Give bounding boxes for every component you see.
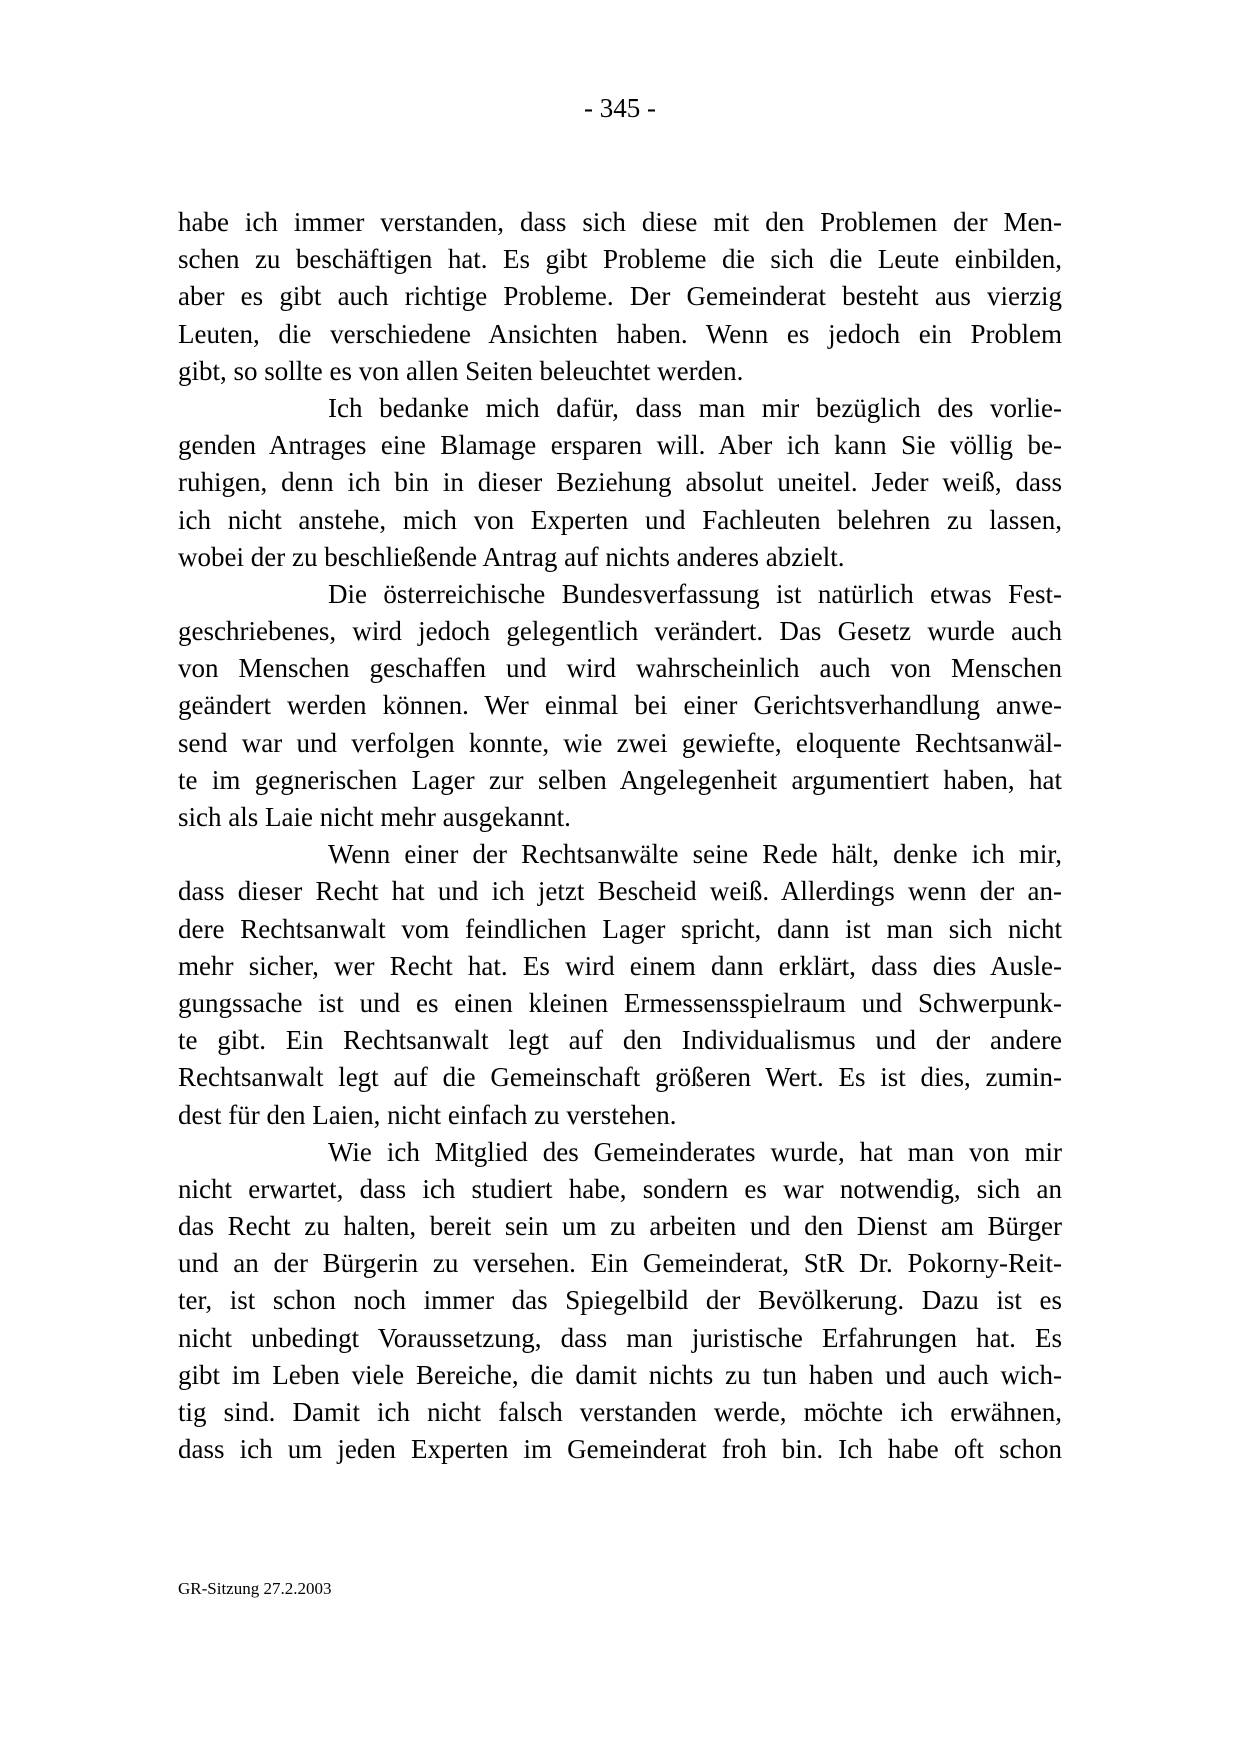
text-line: dass ich um jeden Experten im Gemeinderat froh bin. Ich habe oft schon <box>178 1434 1062 1465</box>
text-line: genden Antrages eine Blamage ersparen will. Aber ich kann Sie völlig be- <box>178 430 1062 461</box>
text-line: geschriebenes, wird jedoch gelegentlich verändert. Das Gesetz wurde auch <box>178 616 1062 647</box>
text-line: von Menschen geschaffen und wird wahrscheinlich auch von Menschen <box>178 653 1062 684</box>
text-line: te im gegnerischen Lager zur selben Angelegenheit argumentiert haben, hat <box>178 764 1062 795</box>
text-line: Wie ich Mitglied des Gemeinderates wurde, hat man von mir <box>328 1136 1062 1167</box>
text-line: Ich bedanke mich dafür, dass man mir bezüglich des vorlie- <box>328 392 1062 423</box>
text-line: dest für den Laien, nicht einfach zu verstehen. <box>178 1099 677 1130</box>
text-line: send war und verfolgen konnte, wie zwei gewiefte, eloquente Rechtsanwäl- <box>178 727 1062 758</box>
text-line: mehr sicher, wer Recht hat. Es wird einem dann erklärt, dass dies Ausle- <box>178 950 1062 981</box>
text-line: dere Rechtsanwalt vom feindlichen Lager spricht, dann ist man sich nicht <box>178 913 1062 944</box>
text-line: schen zu beschäftigen hat. Es gibt Probleme die sich die Leute einbilden, <box>178 244 1062 275</box>
text-line: gungssache ist und es einen kleinen Ermessensspielraum und Schwerpunk- <box>178 987 1062 1018</box>
text-line: ter, ist schon noch immer das Spiegelbild der Bevölkerung. Dazu ist es <box>178 1285 1062 1316</box>
text-line: Die österreichische Bundesverfassung ist natürlich etwas Fest- <box>328 578 1062 609</box>
text-line: ruhigen, denn ich bin in dieser Beziehung absolut uneitel. Jeder weiß, dass <box>178 467 1062 498</box>
text-line: te gibt. Ein Rechtsanwalt legt auf den Individualismus und der andere <box>178 1025 1062 1056</box>
text-line: ich nicht anstehe, mich von Experten und Fachleuten belehren zu lassen, <box>178 504 1062 535</box>
text-line: sich als Laie nicht mehr ausgekannt. <box>178 802 571 832</box>
text-line: aber es gibt auch richtige Probleme. Der Gemeinderat besteht aus vierzig <box>178 281 1062 312</box>
text-line: geändert werden können. Wer einmal bei einer Gerichtsverhandlung anwe- <box>178 690 1062 721</box>
text-line: nicht erwartet, dass ich studiert habe, sondern es war notwendig, sich an <box>178 1173 1062 1204</box>
text-line: dass dieser Recht hat und ich jetzt Bescheid weiß. Allerdings wenn der an- <box>178 876 1062 907</box>
text-line: und an der Bürgerin zu versehen. Ein Gemeinderat, StR Dr. Pokorny-Reit- <box>178 1248 1062 1279</box>
text-line: Wenn einer der Rechtsanwälte seine Rede hält, denke ich mir, <box>328 839 1062 870</box>
text-line: gibt im Leben viele Bereiche, die damit nichts zu tun haben und auch wich- <box>178 1359 1062 1390</box>
text-line: tig sind. Damit ich nicht falsch verstanden werde, möchte ich erwähnen, <box>178 1397 1062 1427</box>
text-line: gibt, so sollte es von allen Seiten beleuchtet werden. <box>178 355 744 386</box>
footer-session-date: GR-Sitzung 27.2.2003 <box>178 1579 332 1598</box>
body-text <box>178 204 1062 1468</box>
text-line: Rechtsanwalt legt auf die Gemeinschaft größeren Wert. Es ist dies, zumin- <box>178 1062 1062 1093</box>
text-line: Leuten, die verschiedene Ansichten haben. Wenn es jedoch ein Problem <box>178 318 1062 349</box>
text-line: nicht unbedingt Voraussetzung, dass man juristische Erfahrungen hat. Es <box>178 1322 1062 1353</box>
text-line: wobei der zu beschließende Antrag auf nichts anderes abzielt. <box>178 541 845 572</box>
page-number: - 345 - <box>584 93 656 123</box>
text-line: das Recht zu halten, bereit sein um zu arbeiten und den Dienst am Bürger <box>178 1211 1062 1242</box>
text-line: habe ich immer verstanden, dass sich diese mit den Problemen der Men- <box>178 207 1062 237</box>
